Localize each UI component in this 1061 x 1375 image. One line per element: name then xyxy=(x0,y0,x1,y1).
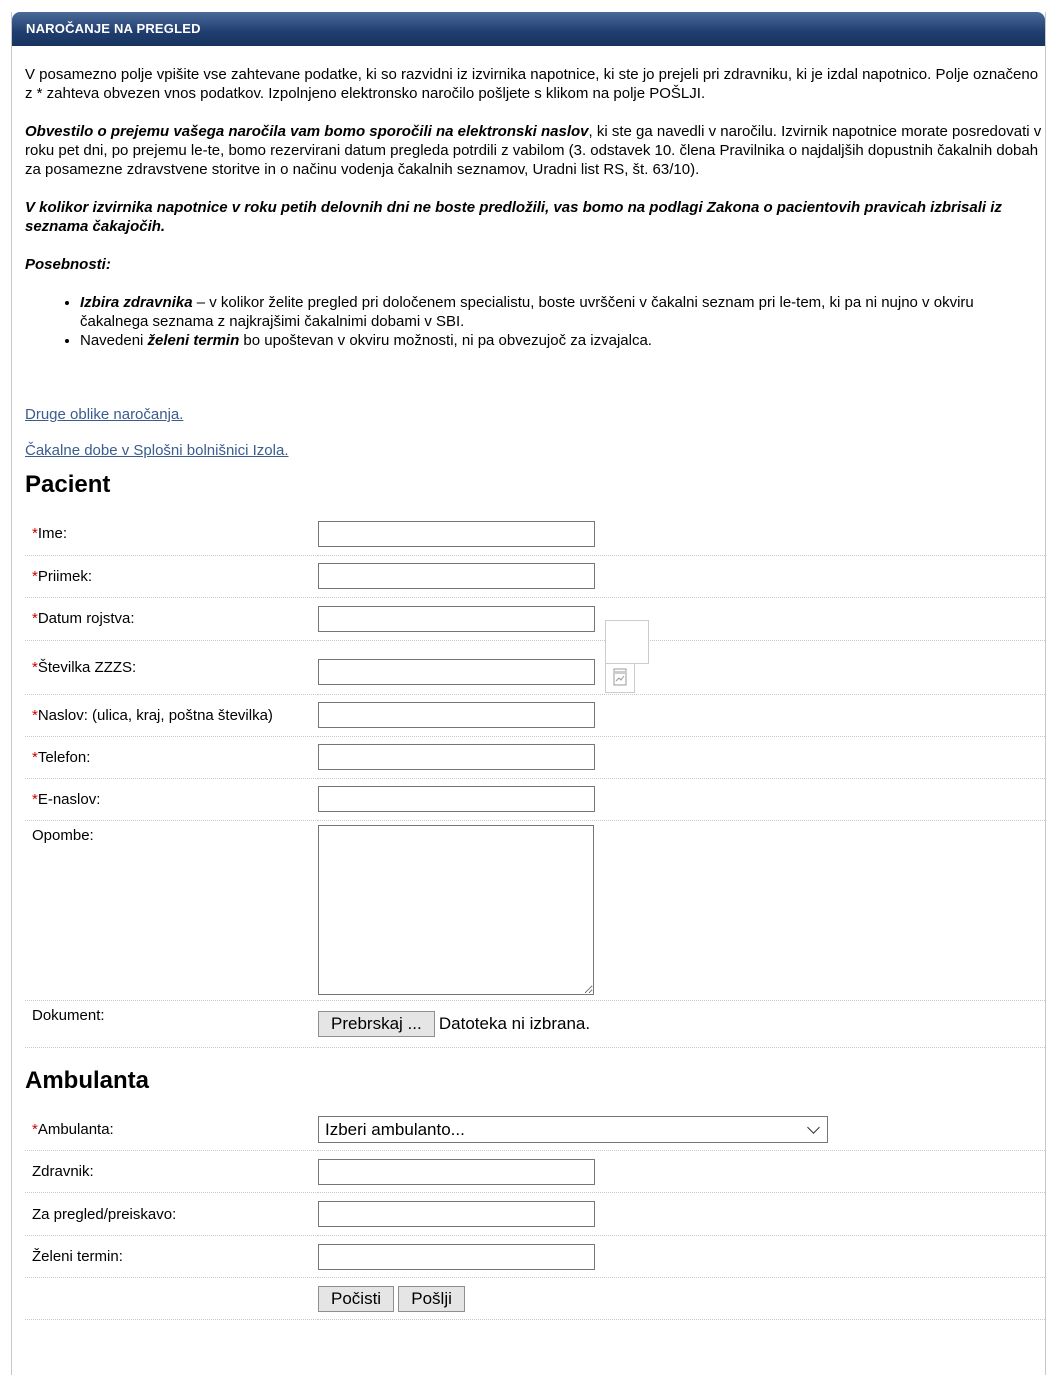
special-list xyxy=(25,293,1045,350)
email-input[interactable] xyxy=(318,786,595,812)
first-name-input[interactable] xyxy=(318,521,595,547)
dob-input[interactable] xyxy=(318,606,595,632)
phone-input[interactable] xyxy=(318,744,595,770)
chevron-down-icon xyxy=(807,1121,820,1134)
calendar-icon[interactable] xyxy=(605,663,635,693)
list-item: • Izbira zdravnika – v kolikor želite pregled pri določenem specialistu, boste uvrščeni v čakalni seznam pri le-tem, ki pa ni nujno v okviru čakalnega seznama z najkrajšimi čakalnimi dobami v SBI. xyxy=(80,293,1045,331)
exam-input[interactable] xyxy=(318,1201,595,1227)
waiting-times-link[interactable]: Čakalne dobe v Splošni bolnišnici Izola. xyxy=(25,442,289,459)
notes-textarea[interactable] xyxy=(318,825,594,995)
last-name-label: Priimek: xyxy=(37,567,93,585)
exam-label: Za pregled/preiskavo: xyxy=(32,1205,177,1223)
term-input[interactable] xyxy=(318,1244,595,1270)
notice-paragraph: Obvestilo o prejemu vašega naročila vam bomo sporočili na elektronski naslov, ki ste ga navedli v naročilu. Izvirnik napotnice morate posredovati v roku pet dni, po prejemu le-te, bomo rezervirani datum pregleda potrdili z vabilom (3. odstavek 10. člena Pravilnika o najdaljših dopustnih čakalnih dobah za posamezne zdravstvene storitve in o načinu vodenja čakalnih seznamov, Uradni list RS, št. 63/10). xyxy=(25,123,1042,178)
phone-label: Telefon: xyxy=(37,748,91,766)
order-panel xyxy=(11,12,1046,1375)
dob-label: Datum rojstva: xyxy=(37,610,135,627)
clear-button[interactable]: Počisti xyxy=(318,1286,394,1312)
doctor-input[interactable] xyxy=(318,1159,595,1185)
send-button[interactable]: Pošlji xyxy=(398,1286,465,1312)
patient-form: *Ime: *Priimek: *Datum rojstva: *Številka ZZZS: *Naslov: (ulica, kraj, poštna številka) *Telefon: *E-naslov: Opombe: Dokument: Prebrskaj ... Datoteka ni izbrana. xyxy=(25,513,1045,1048)
notes-label: Opombe: xyxy=(32,826,94,844)
doctor-label: Zdravnik: xyxy=(32,1163,94,1180)
clinic-label: Ambulanta: xyxy=(37,1120,114,1138)
zzzs-input[interactable] xyxy=(318,659,595,685)
no-file-text: Datoteka ni izbrana. xyxy=(438,1013,591,1033)
document-label: Dokument: xyxy=(32,1006,105,1024)
other-ordering-link[interactable]: Druge oblike naročanja. xyxy=(25,406,184,423)
panel-title: NAROČANJE NA PREGLED xyxy=(12,12,1045,46)
intro-paragraph: V posamezno polje vpišite vse zahtevane podatke, ki so razvidni iz izvirnika napotnice, ki ste jo prejeli pri zdravniku, ki je izdal napotnico. Polje označeno z * zahteva obvezen vnos podatkov. Izpolnjeno elektronsko naročilo pošljete s klikom na polje POŠLJI. xyxy=(25,66,1039,102)
browse-button[interactable]: Prebrskaj ... xyxy=(318,1011,435,1037)
special-heading: Posebnosti: xyxy=(25,256,111,273)
clinic-heading: Ambulanta xyxy=(25,1066,150,1094)
clinic-form: *Ambulanta: Izberi ambulanto... Zdravnik: Za pregled/preiskavo: Želeni termin: Počisti Pošlji xyxy=(25,1109,1045,1321)
first-name-label: Ime: xyxy=(37,525,68,543)
zzzs-label: Številka ZZZS: xyxy=(37,658,137,676)
list-item: • Navedeni želeni termin bo upoštevan v okviru možnosti, ni pa obvezujoč za izvajalca. xyxy=(80,331,1045,350)
warning-paragraph: V kolikor izvirnika napotnice v roku petih delovnih dni ne boste predložili, vas bomo na podlagi Zakona o pacientovih pravicah izbrisali iz seznama čakajočih. xyxy=(25,199,1002,235)
email-label: E-naslov: xyxy=(37,790,101,808)
last-name-input[interactable] xyxy=(318,563,595,589)
calendar-popup xyxy=(605,620,649,664)
address-label: Naslov: (ulica, kraj, poštna številka) xyxy=(37,706,273,724)
clinic-select[interactable]: Izberi ambulanto... xyxy=(318,1116,828,1143)
address-input[interactable] xyxy=(318,702,595,728)
patient-heading: Pacient xyxy=(25,471,111,498)
term-label: Želeni termin: xyxy=(32,1248,123,1265)
